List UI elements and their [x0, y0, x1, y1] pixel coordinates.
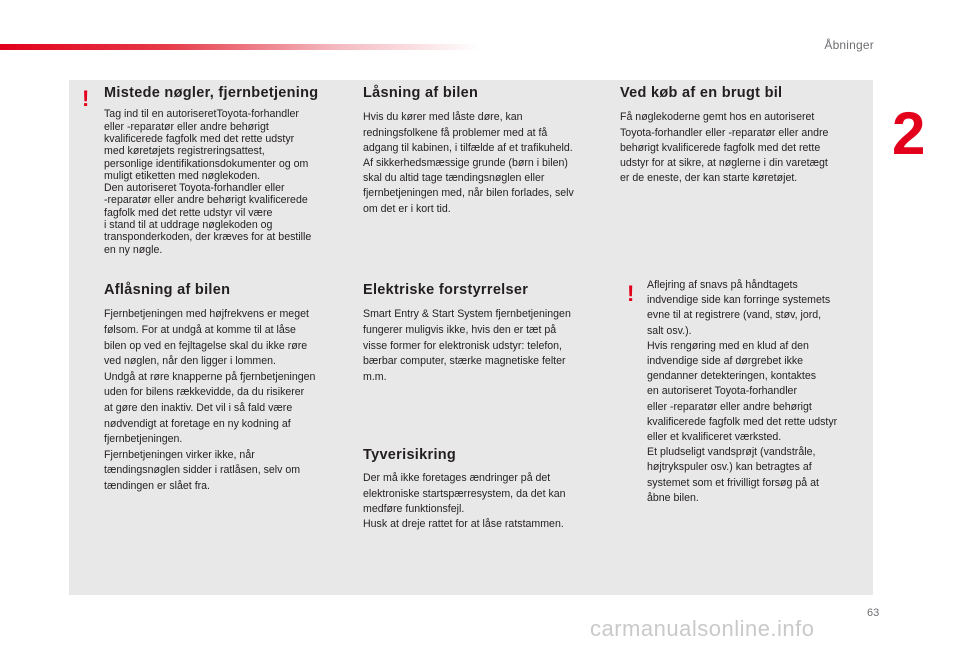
- dirt-warning-text: Aflejring af snavs på håndtagets indvendige side kan forringe systemets evne til at registrere (vand, støv, jord, salt osv.). Hvis rengøring med en klud af den indvendige side af dørgrebet ikke gendanner detekteringen, kontaktes en autoriseret Toyota-forhandler eller -reparatør eller andre behørigt kvalificerede fagfolk med det rette udstyr eller et kvalificeret værksted. Et pludseligt vandsprøjt (vandstråle, højtrykspuler osv.) kan betragtes af systemet som et frivilligt forsøg på at åbne bilen.: [647, 279, 838, 504]
- unlocking-text: Fjernbetjeningen med højfrekvens er meget følsom. For at undgå at komme til at låse bilen op ved en fejltagelse skal du ikke røre ved nøglen, når den ligger i lommen. Undgå at røre knapperne på fjernbetjeningen uden for bilens rækkevidde, da du risikerer at gøre den inaktiv. Det vil i så fald være nødvendigt at foretage en ny kodning af fjernbetjeningen. Fjernbetjeningen virker ikke, når tændingsnøglen sidder i ratlåsen, selv om tændingen er slået fra.: [104, 308, 316, 492]
- section-theft: [363, 447, 613, 532]
- header-accent-bar: [0, 44, 480, 50]
- content-panel: [69, 80, 873, 595]
- section-used-car: [620, 85, 870, 186]
- chapter-number: 2: [892, 100, 926, 167]
- locking-title: Låsning af bilen: [363, 85, 479, 101]
- lost-keys-text: Tag ind til en autoriseretToyota-forhandler eller -reparatør eller andre behørigt kvalificerede fagfolk med det rette udstyr med køretøjets registreringsattest, personlige identifikationsdokumenter og om muligt etiketten med nøglekoden. Den autoriseret Toyota-forhandler eller -reparatør eller andre behørigt kvalificerede fagfolk med det rette udstyr vil være i stand til at uddrage nøglekoden og transponderkoden, der kræves for at bestille en ny nøgle.: [104, 108, 312, 256]
- section-dirt-warning: [647, 278, 873, 506]
- section-locking: [363, 85, 613, 217]
- section-lost-keys: [104, 85, 354, 256]
- interference-title: Elektriske forstyrrelser: [363, 282, 529, 298]
- locking-text: Hvis du kører med låste døre, kan redningsfolkene få problemer med at få adgang til kabinen, i tilfælde af et trafikuheld. Af sikkerhedsmæssige grunde (børn i bilen) skal du altid tage tændingsnøglen eller fjernbetjeningen med, når bilen forlades, selv om det er i kort tid.: [363, 111, 574, 215]
- section-interference: [363, 282, 613, 385]
- interference-text: Smart Entry & Start System fjernbetjeningen fungerer muligvis ikke, hvis den er tæt på visse former for elektronisk udstyr: telefon, bærbar computer, stærke magnetiske felter m.m.: [363, 308, 571, 383]
- section-title: Åbninger: [824, 38, 874, 52]
- used-car-title: Ved køb af en brugt bil: [620, 85, 783, 101]
- watermark: carmanualsonline.info: [590, 616, 815, 641]
- warning-icon: !: [82, 86, 90, 111]
- theft-title: Tyverisikring: [363, 447, 457, 463]
- unlocking-title: Aflåsning af bilen: [104, 282, 231, 298]
- warning-icon: !: [627, 281, 635, 306]
- section-unlocking: [104, 282, 354, 495]
- theft-text: Der må ikke foretages ændringer på det elektroniske startspærresystem, da det kan medføre funktionsfejl. Husk at dreje rattet for at låse ratstammen.: [363, 472, 566, 530]
- used-car-text: Få nøglekoderne gemt hos en autoriseret Toyota-forhandler eller -reparatør eller andre behørigt kvalificerede fagfolk med det rette udstyr for at sikre, at nøglerne i din varetægt er de eneste, der kan starte køretøjet.: [620, 111, 829, 185]
- lost-keys-title: Mistede nøgler, fjernbetjening: [104, 85, 319, 101]
- page-number: 63: [867, 607, 880, 619]
